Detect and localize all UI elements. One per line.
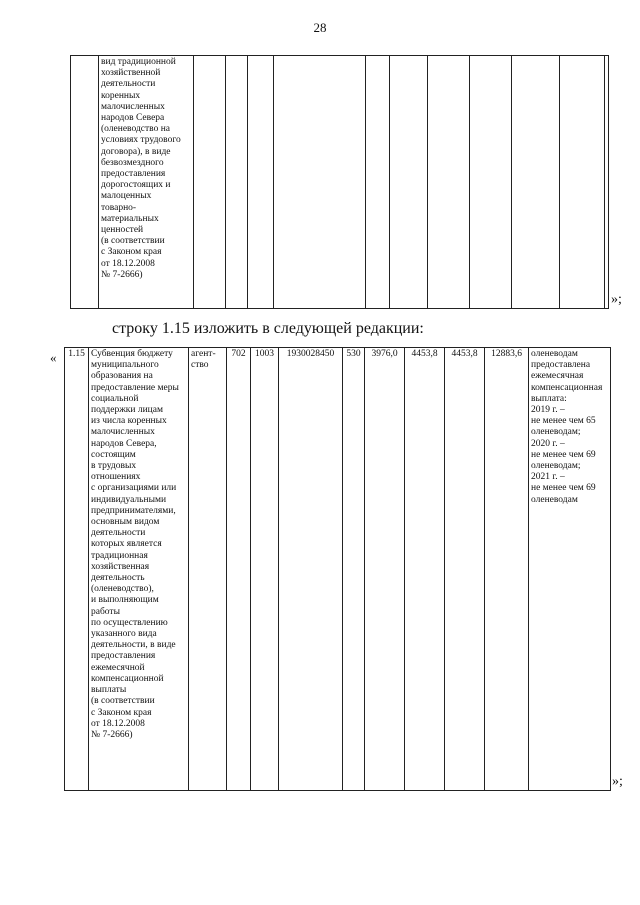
cell-program-name: вид традиционной хозяйственной деятельности коренных малочисленных народов Севера (оленеводство на условиях трудового договора), в виде безвозмездного предоставления дорогостоящих и малоценных товарно- материальных ценностей (в соответствии с Законом края от 18.12.2008 № 7-2666) [99, 56, 194, 309]
row-total: 12883,6 [485, 348, 529, 791]
row-csr: 1930028450 [279, 348, 343, 791]
row-rzpr: 1003 [251, 348, 279, 791]
previous-row [71, 56, 609, 309]
cell-csr [274, 56, 366, 309]
cell-2020 [428, 56, 470, 309]
row-2020: 4453,8 [405, 348, 445, 791]
cell-responsible [194, 56, 226, 309]
row-number: 1.15 [65, 348, 89, 791]
row-grbs: 702 [227, 348, 251, 791]
row-2019: 3976,0 [365, 348, 405, 791]
opening-quote-mark: « [50, 350, 57, 365]
closing-quote-mark-2: »; [612, 774, 623, 789]
row-vr: 530 [343, 348, 365, 791]
table-row [65, 348, 611, 791]
cell-2021 [470, 56, 512, 309]
row-name: Субвенция бюджету муниципального образования на предоставление меры социальной поддержки лицам из числа коренных малочисленных народов Севера, состоящим в трудовых отношениях с организациями или индивидуальными предпринимателями, основным видом деятельности которых является традиционная хозяйственная деятельность (оленеводство), и выполняющим работы по осуществлению указанного вида деятельности, в виде предоставления ежемесячной компенсационной выплаты (в соответствии с Законом края от 18.12.2008 № 7-2666) [89, 348, 189, 791]
closing-quote-mark: »; [611, 292, 622, 307]
cell-rzpr [248, 56, 274, 309]
amendment-instruction: строку 1.15 изложить в следующей редакции: [112, 320, 424, 337]
cell-extra [605, 56, 609, 309]
cell-result [560, 56, 605, 309]
row-responsible: агент- ство [189, 348, 227, 791]
row-1-15-table [64, 347, 611, 791]
cell-vr [366, 56, 390, 309]
cell-total [512, 56, 560, 309]
row-result: оленеводам предоставлена ежемесячная компенсационная выплата: 2019 г. – не менее чем 65 оленеводам; 2020 г. – не менее чем 69 оленеводам; 2021 г. – не менее чем 69 оленеводам [529, 348, 611, 791]
cell-number [71, 56, 99, 309]
row-2021: 4453,8 [445, 348, 485, 791]
cell-grbs [226, 56, 248, 309]
previous-row-table [70, 55, 609, 309]
page-number: 28 [313, 20, 327, 35]
cell-2019 [390, 56, 428, 309]
